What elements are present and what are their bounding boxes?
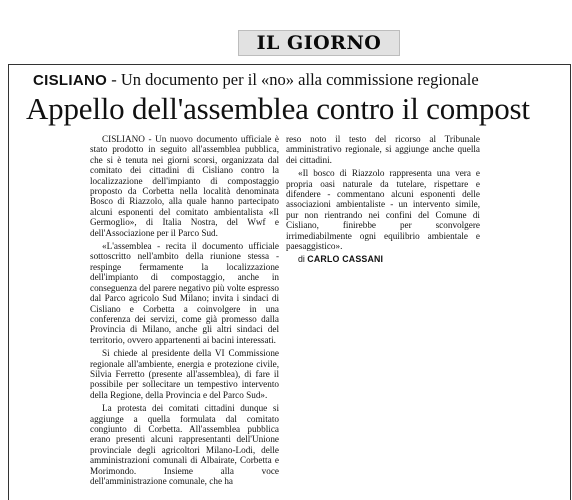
newspaper-name: IL GIORNO xyxy=(256,32,382,54)
kicker-place: CISLIANO xyxy=(33,72,108,89)
article-column-left xyxy=(90,134,279,500)
article-paragraph: «L'assemblea - recita il documento ufficiale sottoscritto nell'ambito della riunione stessa - respinge fermamente la localizzazione dell'impianto di compostaggio, anche in conseguenza del parere negativo più volte espresso dal Parco agricolo Sud Milano; invita i sindaci di Cisliano e Corbetta a coinvolgere in una conferenza dei servizi, come già promesso dalla Provincia di Milano, anche gli altri sindaci del territorio, ovvero appartenenti ai bacini interessati. xyxy=(90,241,279,345)
article-paragraph: La protesta dei comitati cittadini dunque si aggiunge a quella formulata dal comitato congiunto di Corbetta. All'assemblea pubblica erano presenti alcuni rappresentanti dell'Unione provinciale degli agricoltori Milano-Lodi, delle amministrazioni comunali di Albairate, Corbetta e Morimondo. Insieme alla voce dell'amministrazione comunale, che ha xyxy=(90,403,279,486)
article-kicker xyxy=(33,70,553,91)
kicker-text: Un documento per il «no» alla commissione regionale xyxy=(120,70,479,89)
byline-author: CARLO CASSANI xyxy=(307,254,384,265)
article-byline xyxy=(286,254,480,264)
article-headline: Appello dell'assemblea contro il compost xyxy=(26,91,530,126)
newspaper-masthead xyxy=(238,30,400,56)
article-column-right xyxy=(286,134,480,264)
article-paragraph: Si chiede al presidente della VI Commissione regionale all'ambiente, energia e protezione civile, Silvia Ferretto (presente all'assemblea), di fare il possibile per sollecitare un tempestivo intervento della Regione, della Provincia e del Parco Sud». xyxy=(90,348,279,400)
article-paragraph: CISLIANO - Un nuovo documento ufficiale è stato prodotto in seguito all'assemblea pubblica, che si è tenuta nei giorni scorsi, organizzata dal comitato dei cittadini di Cisliano contro la localizzazione dell'impianto di compostaggio proposto da Corbetta nella località denominata Bosco di Riazzolo, alla quale hanno partecipato alcuni esponenti del comitato ambientalista «Il Germoglio», di Italia Nostra, del Wwf e dell'Associazione per il Parco Sud. xyxy=(90,134,279,238)
article-paragraph-continued: reso noto il testo del ricorso al Tribunale amministrativo regionale, si aggiunge anche quella dei cittadini. xyxy=(286,134,480,165)
article-paragraph: «Il bosco di Riazzolo rappresenta una vera e propria oasi naturale da tutelare, rispettare e difendere - commentano alcuni esponenti delle associazioni ambientaliste - un intervento simile, pur non rientrando nei confini del Comune di Cisliano, finirebbe per sconvolgere irrimediabilmente ogni equilibrio ambientale e paesaggistico». xyxy=(286,168,480,252)
kicker-separator: - xyxy=(107,70,121,89)
byline-prefix: di xyxy=(298,254,308,265)
